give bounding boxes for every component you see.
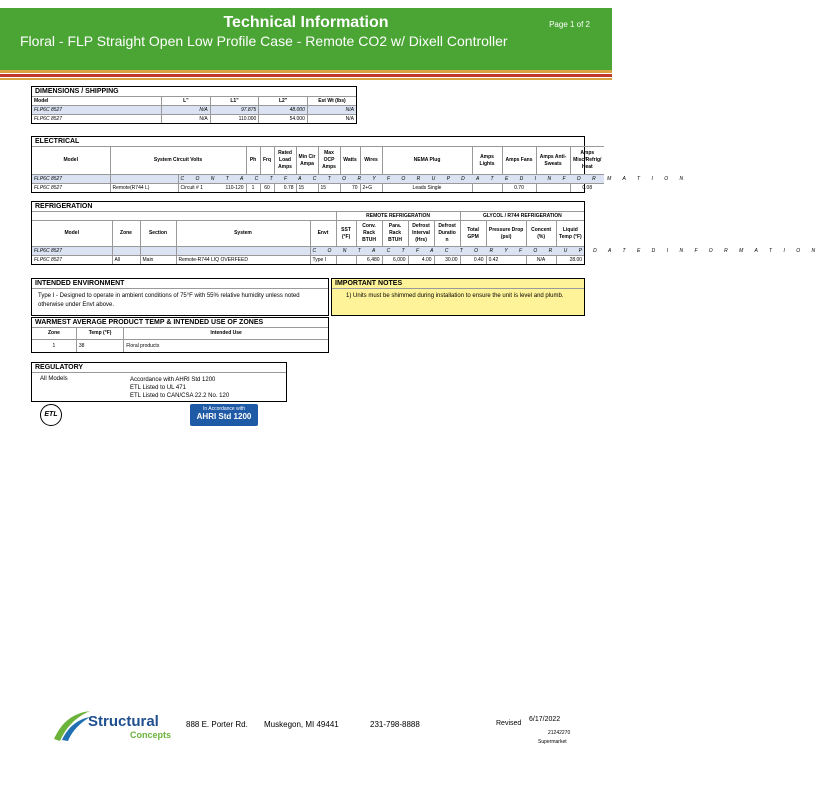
col-header: NEMA Plug (382, 147, 472, 175)
cell: 60 (260, 184, 274, 193)
cell: 0.40 (460, 256, 486, 265)
col-header: Est Wt (lbs) (307, 97, 356, 106)
table-row (32, 184, 604, 193)
ahri-badge-line2: AHRI Std 1200 (196, 412, 252, 421)
cell: 6,000 (382, 256, 408, 265)
regulatory-item: ETL Listed to UL 471 (130, 385, 186, 391)
col-header: L" (162, 97, 211, 106)
page-number: Page 1 of 2 (549, 20, 590, 29)
col-header: Amps Fans (502, 147, 536, 175)
revised-label: Revised (496, 720, 522, 727)
col-header: Pressure Drop (psi) (486, 221, 526, 247)
cell-text: 110-120 (225, 185, 244, 191)
intended-environment-section (31, 278, 329, 316)
cell: 15 (318, 184, 340, 193)
col-header: Defrost Interval (Hrs) (408, 221, 434, 247)
cell: 0.42 (486, 256, 526, 265)
cell: FLP6C 8527 (32, 115, 162, 124)
cell: 1 (32, 340, 76, 352)
col-header: Max OCP Amps (318, 147, 340, 175)
cell: N/A (162, 106, 211, 115)
col-header: Para. Rack BTUH (382, 221, 408, 247)
group-header: REMOTE REFRIGERATION (336, 212, 460, 221)
regulatory-section (31, 362, 287, 402)
table-row (32, 115, 356, 124)
col-header: Watts (340, 147, 360, 175)
cell: Remote(R744 L) (110, 184, 178, 193)
brand-name: Structural (88, 713, 159, 730)
col-header: Total GPM (460, 221, 486, 247)
section-heading: REFRIGERATION (35, 203, 93, 210)
col-header: System Circuit Volts (110, 147, 246, 175)
electrical-table (32, 146, 689, 192)
cell: 38 (76, 340, 123, 352)
table-row (32, 256, 584, 265)
cell (176, 247, 310, 256)
cell: FLP6C 8527 (32, 184, 110, 193)
cell: 6,480 (356, 256, 382, 265)
cell: 0.70 (502, 184, 536, 193)
cell: 15 (296, 184, 318, 193)
section-heading: IMPORTANT NOTES (332, 279, 584, 289)
col-header: Model (32, 97, 162, 106)
zones-table (32, 327, 328, 352)
regulatory-label: All Models (40, 376, 68, 382)
col-header: SST (°F) (336, 221, 356, 247)
cell: N/A (162, 115, 211, 124)
footer-address: 888 E. Porter Rd. (186, 720, 248, 729)
environment-text: Type I - Designed to operate in ambient conditions of 75°F with 55% relative humidity unless noted otherwise under Envt above. (38, 293, 300, 308)
dimensions-table (32, 96, 356, 123)
document-category: Supermarket (538, 739, 567, 745)
cell: N/A (307, 106, 356, 115)
section-heading: REGULATORY (32, 363, 286, 373)
ahri-badge (190, 404, 258, 426)
cell: Floral products (124, 340, 328, 352)
col-header: Defrost Duratio n (434, 221, 460, 247)
cell (536, 184, 570, 193)
page-subtitle: Floral - FLP Straight Open Low Profile Case - Remote CO2 w/ Dixell Controller (20, 33, 508, 49)
group-header: GLYCOL / R744 REFRIGERATION (460, 212, 584, 221)
footer-phone: 231-798-8888 (370, 720, 420, 729)
section-heading: DIMENSIONS / SHIPPING (35, 88, 119, 95)
col-header: System (176, 221, 310, 247)
regulatory-item: Accordance with AHRI Std 1200 (130, 377, 216, 383)
table-row (32, 247, 584, 256)
cell: N/A (307, 115, 356, 124)
col-header: Min Cir Ampa (296, 147, 318, 175)
contact-factory-notice: C O N T A C T F A C T O R Y F O R U P D A T E D I N F O R M A T I O N (310, 247, 584, 256)
cell: 48.000 (259, 106, 308, 115)
contact-factory-notice: C O N T A C T F A C T O R Y F O R U P D A T E D I N F O R M A T I O N (178, 175, 604, 184)
regulatory-item: ETL Listed to CAN/CSA 22.2 No. 120 (130, 393, 230, 399)
col-header: Model (32, 147, 110, 175)
cell: Leads Single (382, 184, 472, 193)
cell: 2+G (360, 184, 382, 193)
col-header: Ph (246, 147, 260, 175)
banner-stripe (0, 74, 612, 77)
col-header: L2" (259, 97, 308, 106)
cell: 97.875 (210, 106, 259, 115)
cell: FLP6C 8527 (32, 106, 162, 115)
ahri-badge-line1: In Accordance with (203, 406, 245, 412)
cell (110, 175, 178, 184)
refrigeration-section (31, 201, 820, 265)
col-header: Conv. Rack BTUH (356, 221, 382, 247)
col-header: L1" (210, 97, 259, 106)
table-row (32, 175, 604, 184)
cell: FLP6C 8527 (32, 256, 112, 265)
cell-text: Circuit # 1 (180, 185, 204, 191)
swoosh-icon (52, 707, 92, 743)
etl-logo (40, 404, 62, 426)
warmest-temp-section (31, 317, 329, 353)
cell: FLP6C 8527 (32, 247, 112, 256)
cell: 0.08 (570, 184, 604, 193)
table-row (32, 106, 356, 115)
col-header: Model (32, 221, 112, 247)
col-header: Intended Use (124, 328, 328, 340)
cell: Remote-R744 LIQ OVERFEED (176, 256, 310, 265)
col-header: Section (140, 221, 176, 247)
col-header: Concent (%) (526, 221, 556, 247)
etl-logo-text: ETL (44, 411, 58, 418)
col-header: Zone (32, 328, 76, 340)
col-header: Wires (360, 147, 382, 175)
document-code: 21242270 (548, 730, 571, 736)
dimensions-section (31, 86, 357, 124)
section-heading: WARMEST AVERAGE PRODUCT TEMP & INTENDED USE OF ZONES (35, 319, 264, 326)
important-notes-section (331, 278, 585, 316)
table-row (32, 340, 328, 352)
electrical-section (31, 136, 689, 193)
company-logo (52, 707, 182, 743)
cell: FLP6C 8527 (32, 175, 110, 184)
refrigeration-table (32, 211, 820, 264)
important-note-text: 1) Units must be shimmed during installation to ensure the unit is level and plumb. (346, 293, 564, 299)
cell: 54.000 (259, 115, 308, 124)
cell: 30.00 (434, 256, 460, 265)
banner-stripe (0, 70, 612, 73)
cell: 28.00 (556, 256, 584, 265)
cell: 0.78 (274, 184, 296, 193)
cell: 1 (246, 184, 260, 193)
cell: Main (140, 256, 176, 265)
col-header: Amps Lights (472, 147, 502, 175)
section-heading: INTENDED ENVIRONMENT (32, 279, 328, 289)
cell: 4.00 (408, 256, 434, 265)
cell (140, 247, 176, 256)
col-header: Rated Load Amps (274, 147, 296, 175)
col-header: Zone (112, 221, 140, 247)
col-header: Temp (°F) (76, 328, 123, 340)
cell: 70 (340, 184, 360, 193)
cell (178, 184, 246, 193)
revised-date: 6/17/2022 (529, 716, 561, 723)
brand-subname: Concepts (130, 730, 172, 740)
col-header: Frq (260, 147, 274, 175)
cell (112, 247, 140, 256)
cell: Type I (310, 256, 336, 265)
regulatory-list (130, 376, 229, 400)
col-header: Amps Anti-Sweats (536, 147, 570, 175)
cell: All (112, 256, 140, 265)
col-header: Amps Misc/Refrig/ Heat (570, 147, 604, 175)
banner-stripe (0, 78, 612, 80)
cell (32, 212, 336, 221)
col-header: Liquid Temp (°F) (556, 221, 584, 247)
footer-city: Muskegon, MI 49441 (264, 720, 339, 729)
page-title: Technical Information (223, 14, 389, 31)
cell: N/A (526, 256, 556, 265)
col-header: Envt (310, 221, 336, 247)
section-heading: ELECTRICAL (35, 138, 80, 145)
cell (472, 184, 502, 193)
cell (336, 256, 356, 265)
cell: 110.000 (210, 115, 259, 124)
